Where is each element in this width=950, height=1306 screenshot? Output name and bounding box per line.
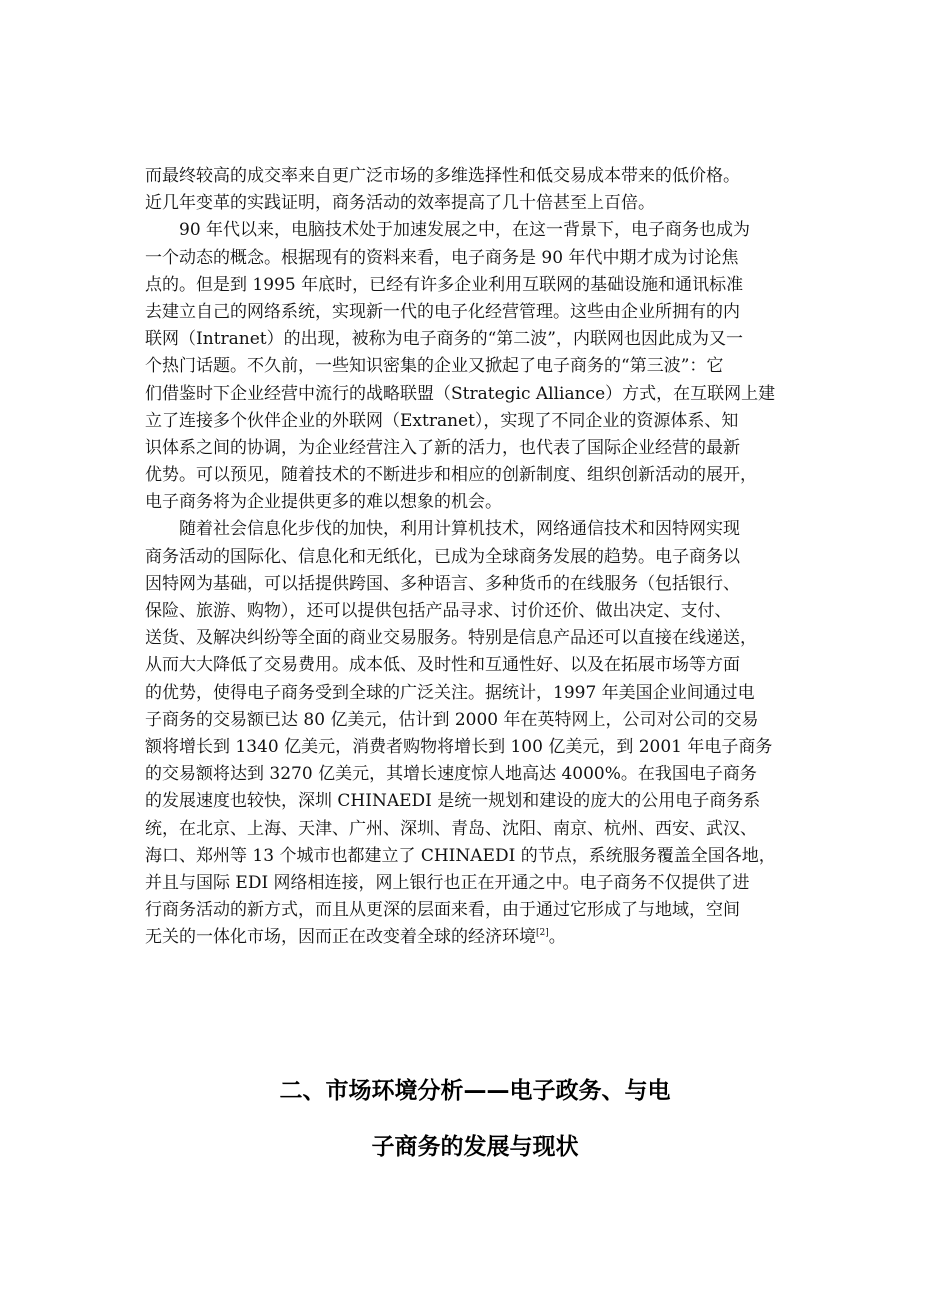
text-line: 保险、旅游、购物），还可以提供包括产品寻求、讨价还价、做出决定、支付、 [145, 601, 732, 621]
text-line: 联网（Intranet）的出现，被称为电子商务的“第二波”，内联网也因此成为又一 [145, 329, 743, 350]
section-heading-line-1: 二、市场环境分析——电子政务、与电 [279, 1078, 671, 1104]
text-line: 海口、郑州等 13 个城市也都建立了 CHINAEDI 的节点，系统服务覆盖全国各地， [145, 845, 776, 866]
text-line: 去建立自己的网络系统，实现新一代的电子化经营管理。这些由企业所拥有的内 [145, 301, 740, 322]
text-line: 近几年变革的实践证明，商务活动的效率提高了几十倍甚至上百倍。 [145, 193, 655, 214]
paragraph [145, 163, 821, 217]
text-line: 并且与国际 EDI 网络相连接，网上银行也正在开通之中。电子商务不仅提供了进 [145, 872, 750, 893]
text-line: 从而大大降低了交易费用。成本低、及时性和互通性好、以及在拓展市场等方面 [145, 655, 740, 676]
text-line: 而最终较高的成交率来自更广泛市场的多维选择性和低交易成本带来的低价格。 [145, 166, 740, 186]
text-line: 子商务的交易额已达 80 亿美元，估计到 2000 年在英特网上，公司对公司的交易 [145, 709, 759, 730]
text-line: 的发展速度也较快，深圳 CHINAEDI 是统一规划和建设的庞大的公用电子商务系 [145, 791, 761, 812]
text-line: 商务活动的国际化、信息化和无纸化，已成为全球商务发展的趋势。电子商务以 [145, 546, 740, 567]
text-line: 的优势，使得电子商务受到全球的广泛关注。据统计，1997 年美国企业间通过电 [145, 682, 755, 703]
text-line: 电子商务将为企业提供更多的难以想象的机会。 [145, 492, 502, 513]
text-line: 立了连接多个伙伴企业的外联网（Extranet），实现了不同企业的资源体系、知 [145, 410, 739, 431]
text-line: 额将增长到 1340 亿美元，消费者购物将增长到 100 亿美元，到 2001 年电子商务 [145, 736, 773, 757]
citation-reference[interactable]: [2] [536, 928, 549, 939]
text-line: 送货、及解决纠纷等全面的商业交易服务。特别是信息产品还可以直接在线递送， [145, 628, 757, 649]
paragraph [145, 217, 821, 516]
section-heading-line-2: 子商务的发展与现状 [371, 1134, 579, 1160]
text-line-last [145, 924, 821, 951]
paragraph [145, 516, 821, 951]
text-line: 一个动态的概念。根据现有的资料来看，电子商务是 90 年代中期才成为讨论焦 [145, 247, 739, 268]
text-line: 因特网为基础，可以括提供跨国、多种语言、多种货币的在线服务（包括银行、 [145, 573, 740, 594]
text-line: 点的。但是到 1995 年底时，已经有许多企业利用互联网的基础设施和通讯标准 [145, 274, 744, 295]
text-line: 统，在北京、上海、天津、广州、深圳、青岛、沈阳、南京、杭州、西安、武汉、 [145, 818, 757, 839]
text-line: 们借鉴时下企业经营中流行的战略联盟（Strategic Alliance）方式，在互联网上建 [145, 383, 776, 404]
text-line: 识体系之间的协调，为企业经营注入了新的活力，也代表了国际企业经营的最新 [145, 437, 740, 458]
text-fragment: 。 [548, 927, 566, 948]
text-line: 个热门话题。不久前，一些知识密集的企业又掀起了电子商务的“第三波”：它 [145, 356, 724, 377]
text-line: 90 年代以来，电脑技术处于加速发展之中，在这一背景下，电子商务也成为 [179, 220, 751, 241]
text-line: 优势。可以预见，随着技术的不断进步和相应的创新制度、组织创新活动的展开， [145, 465, 757, 486]
text-fragment: 无关的一体化市场，因而正在改变着全球的经济环境 [145, 927, 536, 948]
text-line: 随着社会信息化步伐的加快，利用计算机技术，网络通信技术和因特网实现 [179, 519, 740, 540]
text-line: 行商务活动的新方式，而且从更深的层面来看，由于通过它形成了与地域，空间 [145, 900, 740, 921]
body-text [145, 163, 821, 951]
text-line: 的交易额将达到 3270 亿美元，其增长速度惊人地高达 4000%。在我国电子商务 [145, 764, 757, 785]
